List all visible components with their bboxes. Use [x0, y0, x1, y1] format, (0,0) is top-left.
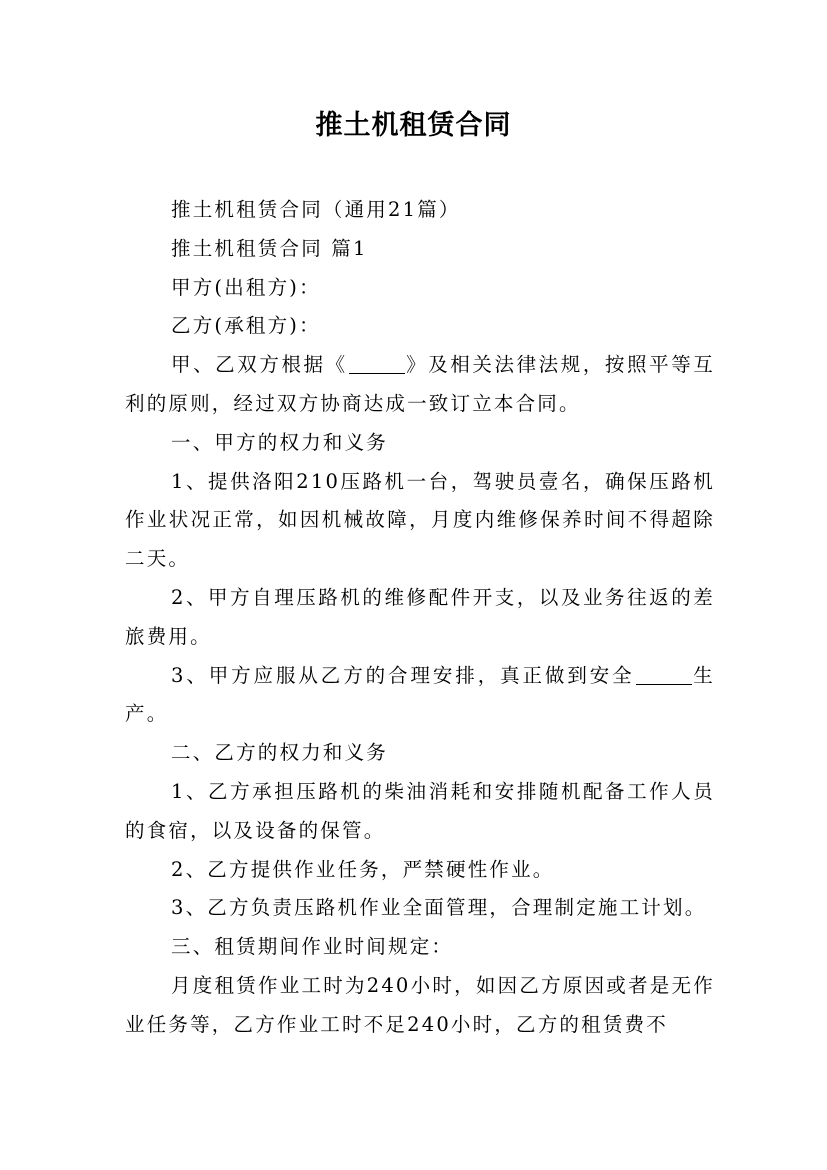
- paragraph-clause: 2、乙方提供作业任务，严禁硬性作业。: [171, 857, 555, 881]
- paragraph-party-a: 甲方(出租方)：: [171, 275, 321, 299]
- preamble-text-after: 》及相关法律法规，按照平等互利的原则，经过双方协商达成一致订立本合同。: [125, 353, 715, 415]
- blank-underline: [349, 353, 405, 374]
- paragraph-subtitle: 推土机租赁合同（通用21篇）: [171, 198, 461, 221]
- paragraph-clause: 2、甲方自理压路机的维修配件开支，以及业务往返的差旅费用。: [125, 585, 715, 648]
- preamble-text-before: 甲、乙双方根据《: [171, 353, 348, 377]
- blank-underline: [636, 664, 692, 685]
- clause-text-before: 3、甲方应服从乙方的合理安排，真正做到安全: [171, 663, 635, 687]
- document-body: [125, 191, 715, 1045]
- paragraph-section-heading: 推土机租赁合同 篇1: [171, 236, 368, 260]
- paragraph-clause: [125, 657, 715, 735]
- document-title: 推土机租赁合同: [315, 110, 512, 141]
- paragraph-clause: 1、提供洛阳210压路机一台，驾驶员壹名，确保压路机作业状况正常，如因机械故障，月度内维修保养时间不得超除二天。: [125, 469, 715, 571]
- paragraph-clause: 月度租赁作业工时为240小时，如因乙方原因或者是无作业任务等，乙方作业工时不足240小时，乙方的租赁费不: [125, 973, 715, 1036]
- paragraph-heading-party-a-rights: 一、甲方的权力和义务: [171, 430, 389, 454]
- clause-text-after: 生产。: [125, 663, 716, 726]
- paragraph-clause: 1、乙方承担压路机的柴油消耗和安排随机配备工作人员的食宿，以及设备的保管。: [125, 779, 715, 842]
- paragraph-party-b: 乙方(承租方)：: [171, 314, 321, 338]
- paragraph-preamble: [125, 346, 715, 424]
- paragraph-heading-lease-time: 三、租赁期间作业时间规定：: [171, 935, 454, 959]
- paragraph-clause: 3、乙方负责压路机作业全面管理，合理制定施工计划。: [171, 896, 707, 920]
- paragraph-heading-party-b-rights: 二、乙方的权力和义务: [171, 741, 389, 765]
